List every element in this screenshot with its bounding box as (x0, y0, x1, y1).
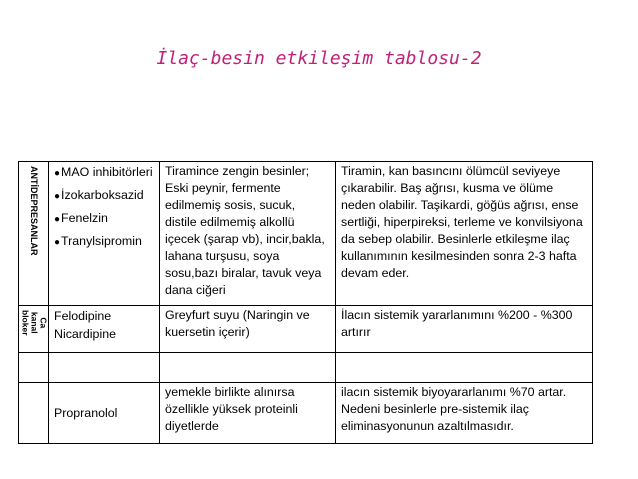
category-cell (19, 306, 49, 353)
drug-item: ● Fenelzin (54, 209, 154, 229)
food-cell: yemekle birlikte alınırsa özellikle yüksek proteinli diyetlerde (160, 383, 336, 444)
table-row-antidepressants (19, 162, 593, 306)
drug-item: ● İzokarboksazid (54, 186, 154, 206)
food-cell: Tiramince zengin besinler; Eski peynir, fermente edilmemiş sosis, sucuk, distile edilmemiş alkollü içecek (şarap vb), incir,bakla, lahana turşusu, soya sosu,bazı biralar, tavuk veya dana ciğeri (160, 162, 336, 306)
drug-item: ● MAO inhibitörleri (54, 163, 154, 183)
category-label: ANTİDEPRESANLAR (28, 166, 39, 256)
effect-cell: İlacın sistemik yararlanımını %200 - %300 artırır (336, 306, 593, 353)
table-row-propranolol (19, 383, 593, 444)
drug-item: Nicardipine (54, 327, 116, 341)
food-cell: Greyfurt suyu (Naringin ve kuersetin içerir) (160, 306, 336, 353)
food-cell (160, 353, 336, 383)
effect-cell (336, 353, 593, 383)
category-cell (19, 353, 49, 383)
drug-cell (49, 353, 160, 383)
effect-cell: Tiramin, kan basıncını ölümcül seviyeye çıkarabilir. Baş ağrısı, kusma ve ölüme neden olabilir. Taşikardi, göğüs ağrısı, ense sertliği, hiperpireksi, terleme ve konvilsiyona da sebep olabilir. Besinlerle etkileşme ilaç kullanımının kesilmesinden sonra 2-3 hafta devam eder. (336, 162, 593, 306)
drug-item: ● Tranylsipromin (54, 232, 154, 252)
table-row-empty (19, 353, 593, 383)
drug-item: Felodipine (54, 309, 112, 323)
drug-cell: Propranolol (49, 383, 160, 444)
table-row-ca-channel-blocker (19, 306, 593, 353)
slide-title: İlaç-besin etkileşim tablosu-2 (156, 48, 482, 69)
interaction-table (18, 161, 593, 444)
effect-cell: ilacın sistemik biyoyararlanımı %70 artar. Nedeni besinlerle pre-sistemik ilaç eliminasyonunun azaltılmasıdır. (336, 383, 593, 444)
category-cell (19, 383, 49, 444)
drug-cell (49, 306, 160, 353)
category-label: Ca kanal bloker (20, 310, 48, 336)
drug-cell (49, 162, 160, 306)
category-cell (19, 162, 49, 306)
